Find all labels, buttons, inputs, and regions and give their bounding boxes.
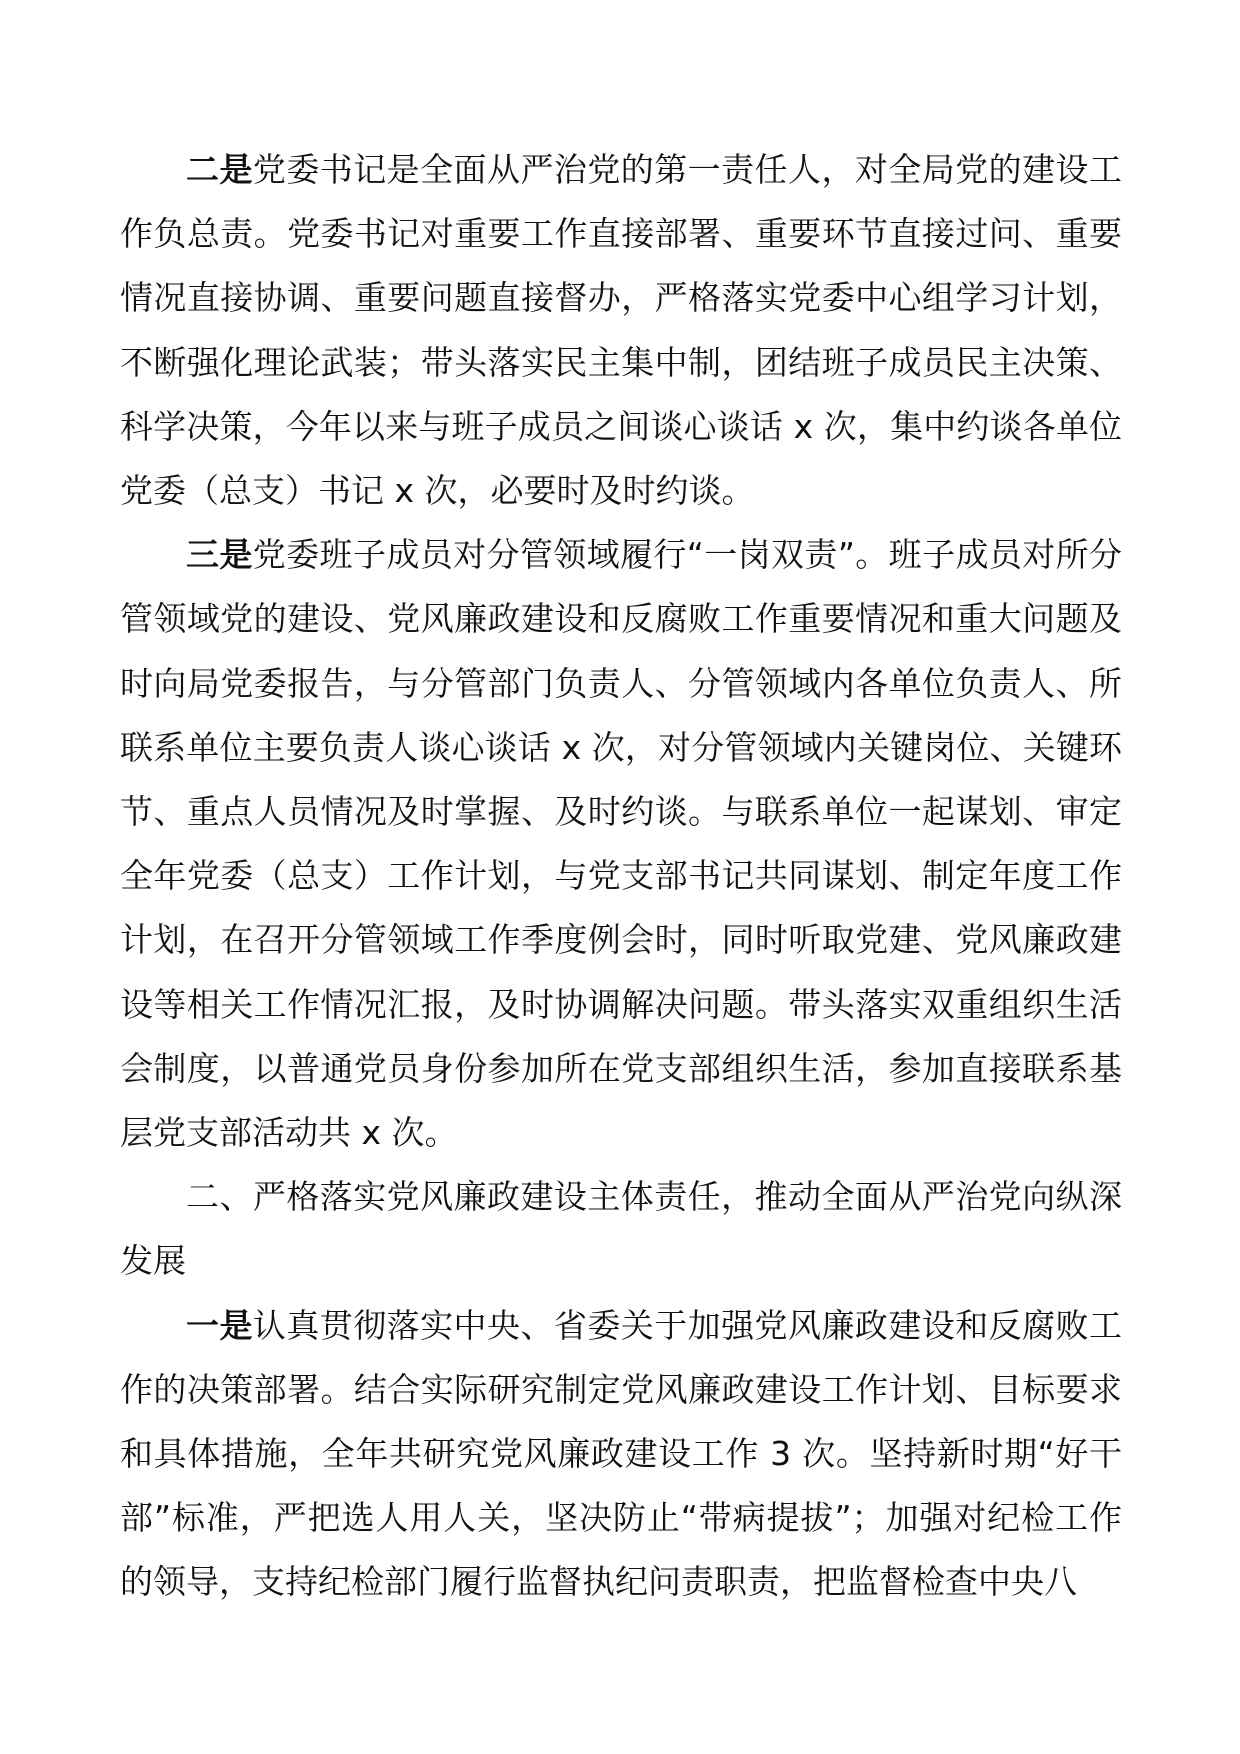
paragraph-lead: 三是 xyxy=(186,535,253,575)
section-heading: 二、严格落实党风廉政建设主体责任，推动全面从严治党向纵深发展 xyxy=(120,1177,1122,1281)
paragraph-text: 认真贯彻落实中央、省委关于加强党风廉政建设和反腐败工作的决策部署。结合实际研究制定党风廉政建设工作计划、目标要求和具体措施，全年共研究党风廉政建设工作 3 次。坚持新时期“好干部”标准，严把选人用人关，坚决防止“带病提拔”；加强对纪检工作的领导，支持纪检部门履行监督执纪问责职责，把监督检查中央八 xyxy=(120,1305,1123,1602)
paragraph-implement-decisions xyxy=(120,1294,1122,1615)
paragraph-text: 党委班子成员对分管领域履行“一岗双责”。班子成员对所分管领域党的建设、党风廉政建设和反腐败工作重要情况和重大问题及时向局党委报告，与分管部门负责人、分管领域内各单位负责人、所联系单位主要负责人谈心谈话 x 次，对分管领域内关键岗位、关键环节、重点人员情况及时掌握、及时约谈。与联系单位一起谋划、审定全年党委（总支）工作计划，与党支部书记共同谋划、制定年度工作计划，在召开分管领域工作季度例会时，同时听取党建、党风廉政建设等相关工作情况汇报，及时协调解决问题。带头落实双重组织生活会制度，以普通党员身份参加所在党支部组织生活，参加直接联系基层党支部活动共 x 次。 xyxy=(120,535,1122,1153)
paragraph-team-members xyxy=(120,523,1122,1165)
document-body xyxy=(120,138,1122,1615)
paragraph-lead: 二是 xyxy=(186,150,253,189)
paragraph-lead: 一是 xyxy=(186,1305,253,1345)
paragraph-text: 党委书记是全面从严治党的第一责任人，对全局党的建设工作负总责。党委书记对重要工作直接部署、重要环节直接过问、重要情况直接协调、重要问题直接督办，严格落实党委中心组学习计划，不断强化理论武装；带头落实民主集中制，团结班子成员民主决策、科学决策，今年以来与班子成员之间谈心谈话 x 次，集中约谈各单位党委（总支）书记 x 次，必要时及时约谈。 xyxy=(120,150,1123,511)
paragraph-party-secretary xyxy=(120,138,1122,523)
